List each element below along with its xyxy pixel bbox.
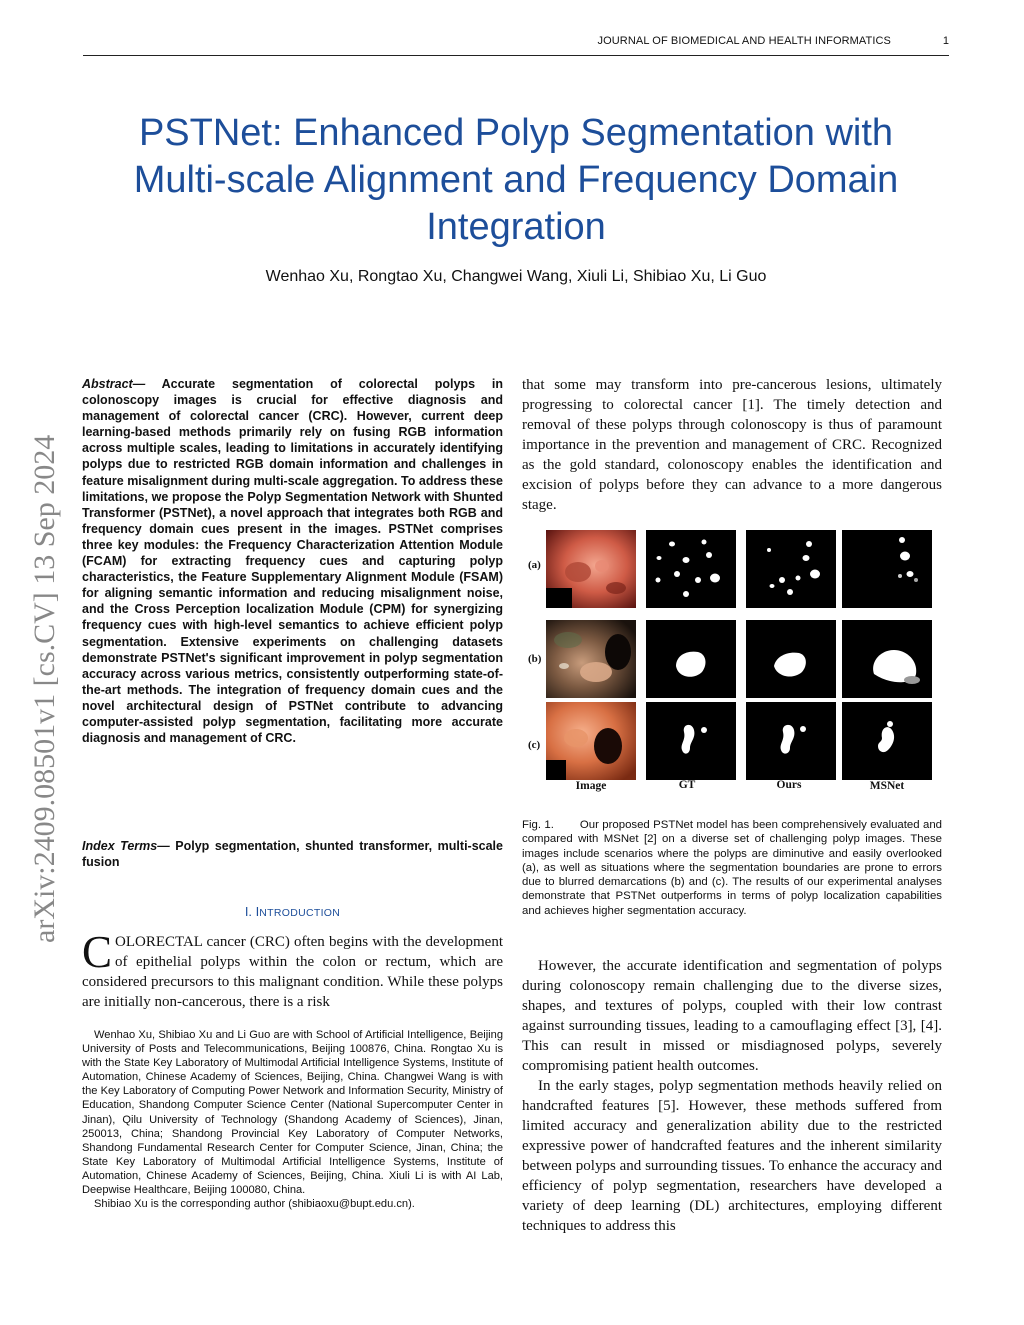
msnet-mask-a <box>842 530 932 608</box>
footnote-affiliations: Wenhao Xu, Shibiao Xu and Li Guo are with School of Artificial Intelligence, Beijing University of Posts and Telecommunications, Beijing 100876, China. Rongtao Xu is with the State Key Laboratory of Multimodal Artificial Intelligence Systems, Institute of Automation, Chinese Academy of Sciences, Beijing, China. Changwei Wang is with the Key Laboratory of Computing Power Network and Information Security, Ministry of Education, Shandong Computer Science Center (National Supercomputer Center in Jinan), Qilu University of Technology (Shandong Academy of Sciences), Jinan, 250013, China; Shandong Provincial Key Laboratory of Computer Networks, Shandong Fundamental Research Center for Computer Science, Jinan, China; the State Key Laboratory of Multimodal Artificial Intelligence Systems, Institute of Automation, Chinese Academy of Sciences, Beijing, China. Xiuli Li is with AI Lab, Deepwise Healthcare, Beijing 100080, China. <box>82 1029 503 1197</box>
journal-name: JOURNAL OF BIOMEDICAL AND HEALTH INFORMATICS <box>597 35 891 47</box>
section-heading-introduction <box>82 904 503 919</box>
index-terms-label: Index Terms— <box>82 839 170 853</box>
msnet-mask-b <box>842 620 932 698</box>
figure-label: Fig. 1. <box>522 819 554 831</box>
column-caption-image: Image <box>575 780 607 792</box>
row-label-a: (a) <box>528 559 541 571</box>
caption-text: Our proposed PSTNet model has been comprehensively evaluated and compared with MSNet [2] on a diverse set of challenging polyp images. These images include scenarios where the polyps are diminutive and easily overlooked (a), as well as situations where the segmentation boundaries are prone to errors due to blurred demarcations (b) and (c). The results of our experimental analyses demonstrate that PSTNet outperforms in terms of polyp localization capabilities and achieves higher segmentation accuracy. <box>522 819 942 917</box>
section-title-initial: I <box>255 904 260 919</box>
gt-mask-c <box>646 702 736 780</box>
arxiv-identifier: arXiv:2409.08501v1 [cs.CV] 13 Sep 2024 <box>28 434 61 943</box>
section-title-rest: NTRODUCTION <box>259 907 341 919</box>
title-line-1: PSTNet: Enhanced Polyp Segmentation with <box>138 112 894 154</box>
paragraph-early-stages: In the early stages, polyp segmentation methods heavily relied on handcrafted features [5]. However, these methods suffered from limited accuracy and generalization ability due to the restricted expressive power of handcrafted features and the inherent similarity between polyps and surrounding tissues. To enhance the accuracy and efficiency of polyp segmentation, researchers have developed a variety of deep learning (DL) architectures, employing different techniques to address this <box>522 1078 942 1234</box>
title-line-2: Multi-scale Alignment and Frequency Domain <box>133 159 899 201</box>
polyp-image-a <box>546 530 636 608</box>
column-caption-msnet: MSNet <box>869 780 905 792</box>
abstract <box>82 376 503 746</box>
ours-mask-b <box>746 620 836 698</box>
gt-mask-b <box>646 620 736 698</box>
drop-cap: C <box>82 927 113 977</box>
abstract-text: Accurate segmentation of colorectal polyps in colonoscopy images is crucial for effective diagnosis and management of colorectal cancer (CRC). However, current deep learning-based methods primarily rely on fusing RGB information across multiple scales, leading to limitations in accurately identifying polyps due to restricted RGB domain information and challenges in feature misalignment during multi-scale aggregation. To address these limitations, we propose the Polyp Segmentation Network with Shunted Transformer (PSTNet), a novel approach that integrates both RGB and frequency domain cues present in the images. PSTNet comprises three key modules: the Frequency Characterization Attention Module (FCAM) for extracting frequency cues and capturing polyp characteristics, the Feature Supplementary Alignment Module (FSAM) for aligning semantic information and reducing misalignment noise, and the Cross Perception localization Module (CPM) for synergizing frequency cues with high-level semantics to achieve efficient polyp segmentation. Extensive experiments on challenging datasets demonstrate PSTNet's significant improvement in polyp segmentation accuracy across various metrics, consistently outperforming state-of-the-art methods. The integration of frequency domain cues and the novel architectural design of PSTNet contribute to advancing computer-assisted polyp segmentation, facilitating more accurate diagnosis and management of CRC. <box>82 377 503 746</box>
column-caption-gt: GT <box>678 779 696 791</box>
polyp-image-c <box>546 702 636 780</box>
ours-mask-a <box>746 530 836 608</box>
index-terms-text: Polyp segmentation, shunted transformer, multi-scale fusion <box>82 839 503 870</box>
running-header <box>83 35 949 56</box>
column-caption-ours: Ours <box>776 779 802 791</box>
paragraph-continued: that some may transform into pre-cancerous lesions, ultimately progressing to colorectal cancer [1]. The timely detection and removal of these polyps through colonoscopy is thus of paramount importance in the prevention and management of CRC. Recognized as the gold standard, colonoscopy enables the identification and excision of polyps before they can advance to a more dangerous stage. <box>522 377 942 513</box>
section-number: I. <box>244 904 256 919</box>
row-label-c: (c) <box>528 739 541 751</box>
footnote-corresponding-author: Shibiao Xu is the corresponding author (shibiaoxu@bupt.edu.cn). <box>94 1198 415 1211</box>
introduction-paragraph <box>82 927 503 1012</box>
row-label-b: (b) <box>528 653 542 665</box>
index-terms <box>82 838 503 870</box>
right-column-top-text <box>522 375 942 515</box>
affiliation-footnote <box>82 1028 503 1211</box>
paragraph-however: However, the accurate identification and segmentation of polyps during colonoscopy remain challenging due to the diverse sizes, shapes, and textures of polyps, coupled with their low contrast against surrounding tissues, leading to a camouflaging effect [3], [4]. This can result in missed or misdiagnosed polyps, severely compromising patient health outcomes. <box>522 958 942 1074</box>
ours-mask-c <box>746 702 836 780</box>
figure-caption <box>522 818 942 918</box>
right-column-bottom-text <box>522 956 942 1236</box>
introduction-text: OLORECTAL cancer (CRC) often begins with the development of epithelial polyps within the colon or rectum, which are considered precursors to this malignant condition. While these polyps are initially non-cancerous, there is a risk <box>82 934 503 1010</box>
msnet-mask-c <box>842 702 932 780</box>
figure-1 <box>524 526 944 796</box>
paper-title <box>83 110 949 251</box>
abstract-label: Abstract— <box>82 377 146 391</box>
polyp-image-b <box>546 620 636 698</box>
gt-mask-a <box>646 530 736 608</box>
title-line-3: Integration <box>426 206 606 248</box>
page-number: 1 <box>942 35 949 47</box>
author-list: Wenhao Xu, Rongtao Xu, Changwei Wang, Xiuli Li, Shibiao Xu, Li Guo <box>265 268 767 285</box>
